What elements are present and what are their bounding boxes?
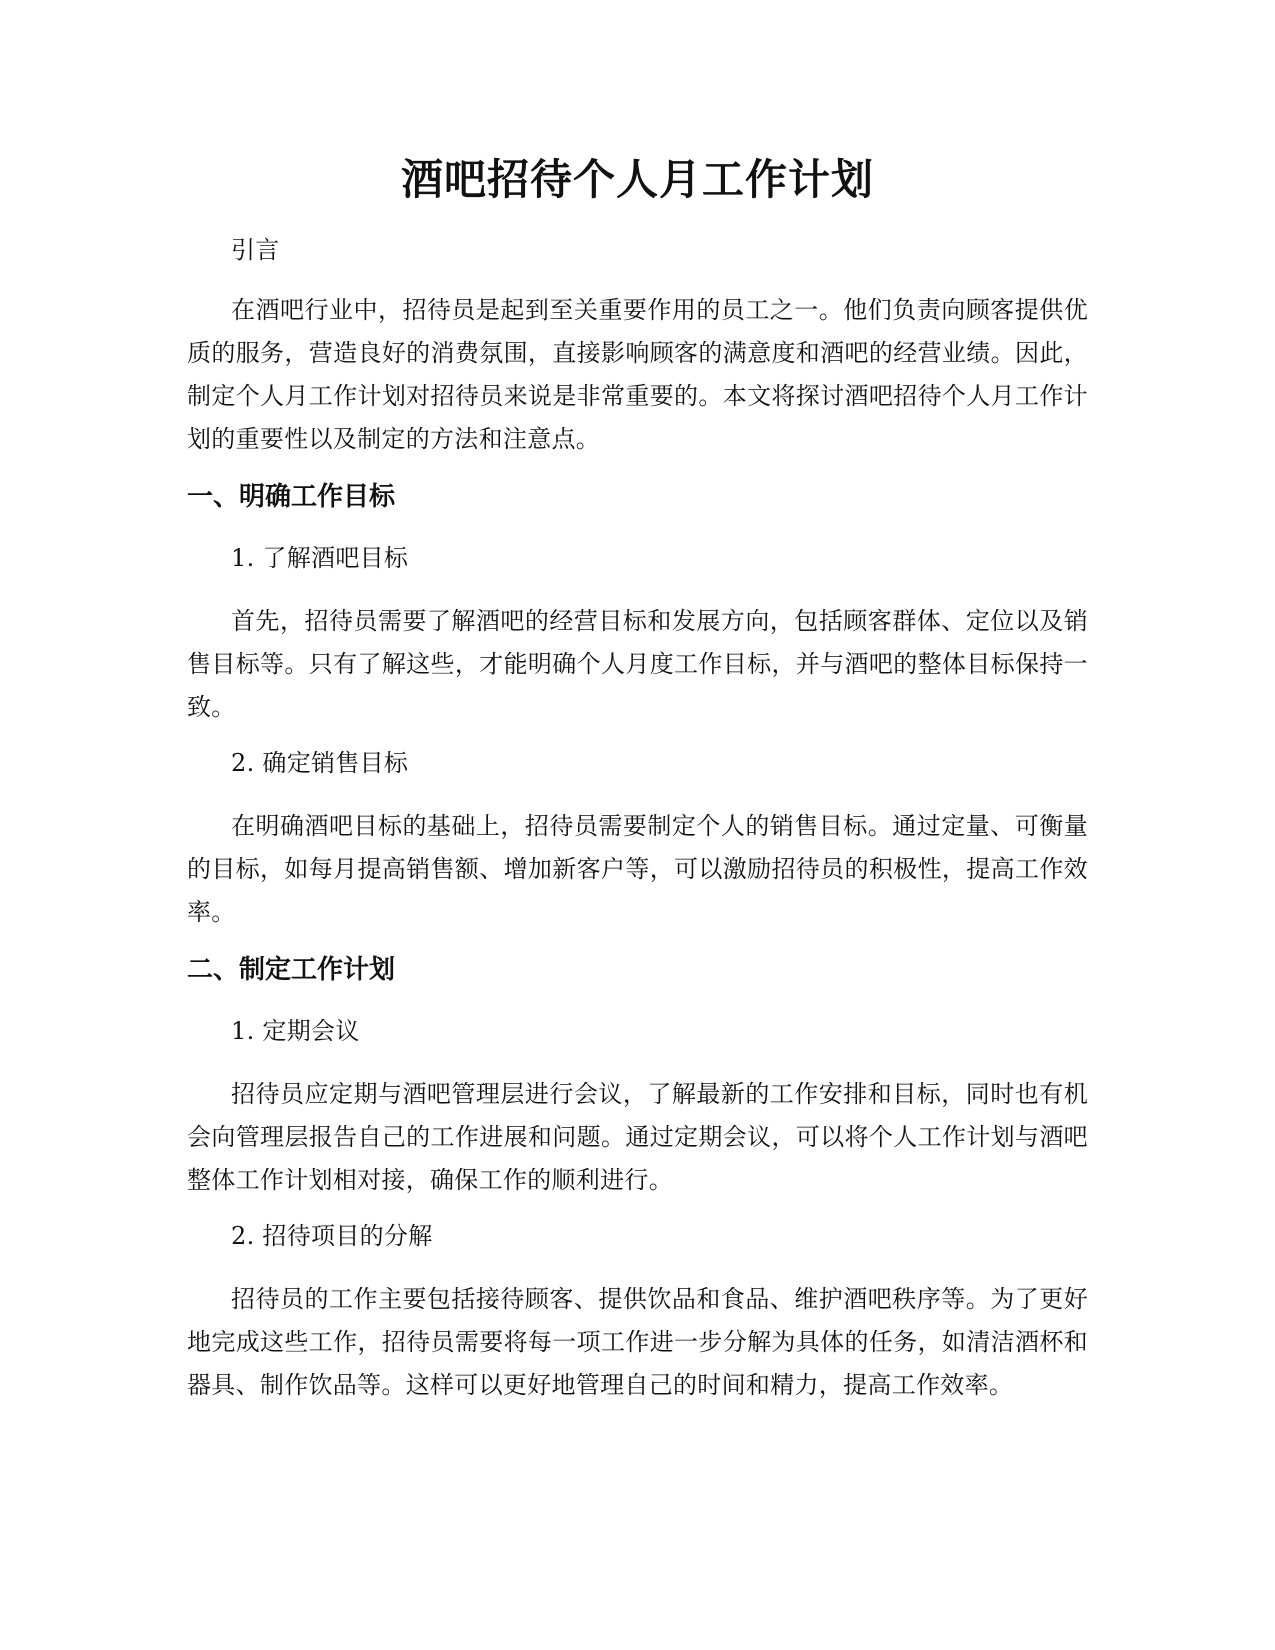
section-2-item-2-title: 2. 招待项目的分解 (231, 1222, 433, 1250)
document-page (187, 0, 1088, 1650)
intro-heading: 引言 (231, 236, 280, 264)
section-2-item-2-paragraph: 招待员的工作主要包括接待顾客、提供饮品和食品、维护酒吧秩序等。为了更好地完成这些工作，招待员需要将每一项工作进一步分解为具体的任务，如清洁酒杯和器具、制作饮品等。这样可以更好地管理自己的时间和精力，提高工作效率。 (187, 1285, 1088, 1399)
section-1-item-2-paragraph: 在明确酒吧目标的基础上，招待员需要制定个人的销售目标。通过定量、可衡量的目标，如每月提高销售额、增加新客户等，可以激励招待员的积极性，提高工作效率。 (187, 812, 1088, 926)
section-2-heading: 二、制定工作计划 (187, 955, 396, 985)
section-1-item-1-title: 1. 了解酒吧目标 (231, 544, 409, 572)
section-2-item-1-paragraph: 招待员应定期与酒吧管理层进行会议，了解最新的工作安排和目标，同时也有机会向管理层报告自己的工作进展和问题。通过定期会议，可以将个人工作计划与酒吧整体工作计划相对接，确保工作的顺利进行。 (187, 1080, 1088, 1194)
section-1-item-1-paragraph: 首先，招待员需要了解酒吧的经营目标和发展方向，包括顾客群体、定位以及销售目标等。只有了解这些，才能明确个人月度工作目标，并与酒吧的整体目标保持一致。 (187, 607, 1088, 721)
section-2-item-1-title: 1. 定期会议 (231, 1017, 360, 1045)
intro-paragraph: 在酒吧行业中，招待员是起到至关重要作用的员工之一。他们负责向顾客提供优质的服务，营造良好的消费氛围，直接影响顾客的满意度和酒吧的经营业绩。因此，制定个人月工作计划对招待员来说是非常重要的。本文将探讨酒吧招待个人月工作计划的重要性以及制定的方法和注意点。 (187, 296, 1088, 453)
section-1-item-2-title: 2. 确定销售目标 (231, 749, 409, 777)
document-title: 酒吧招待个人月工作计划 (400, 155, 874, 204)
section-1-heading: 一、明确工作目标 (187, 482, 396, 512)
